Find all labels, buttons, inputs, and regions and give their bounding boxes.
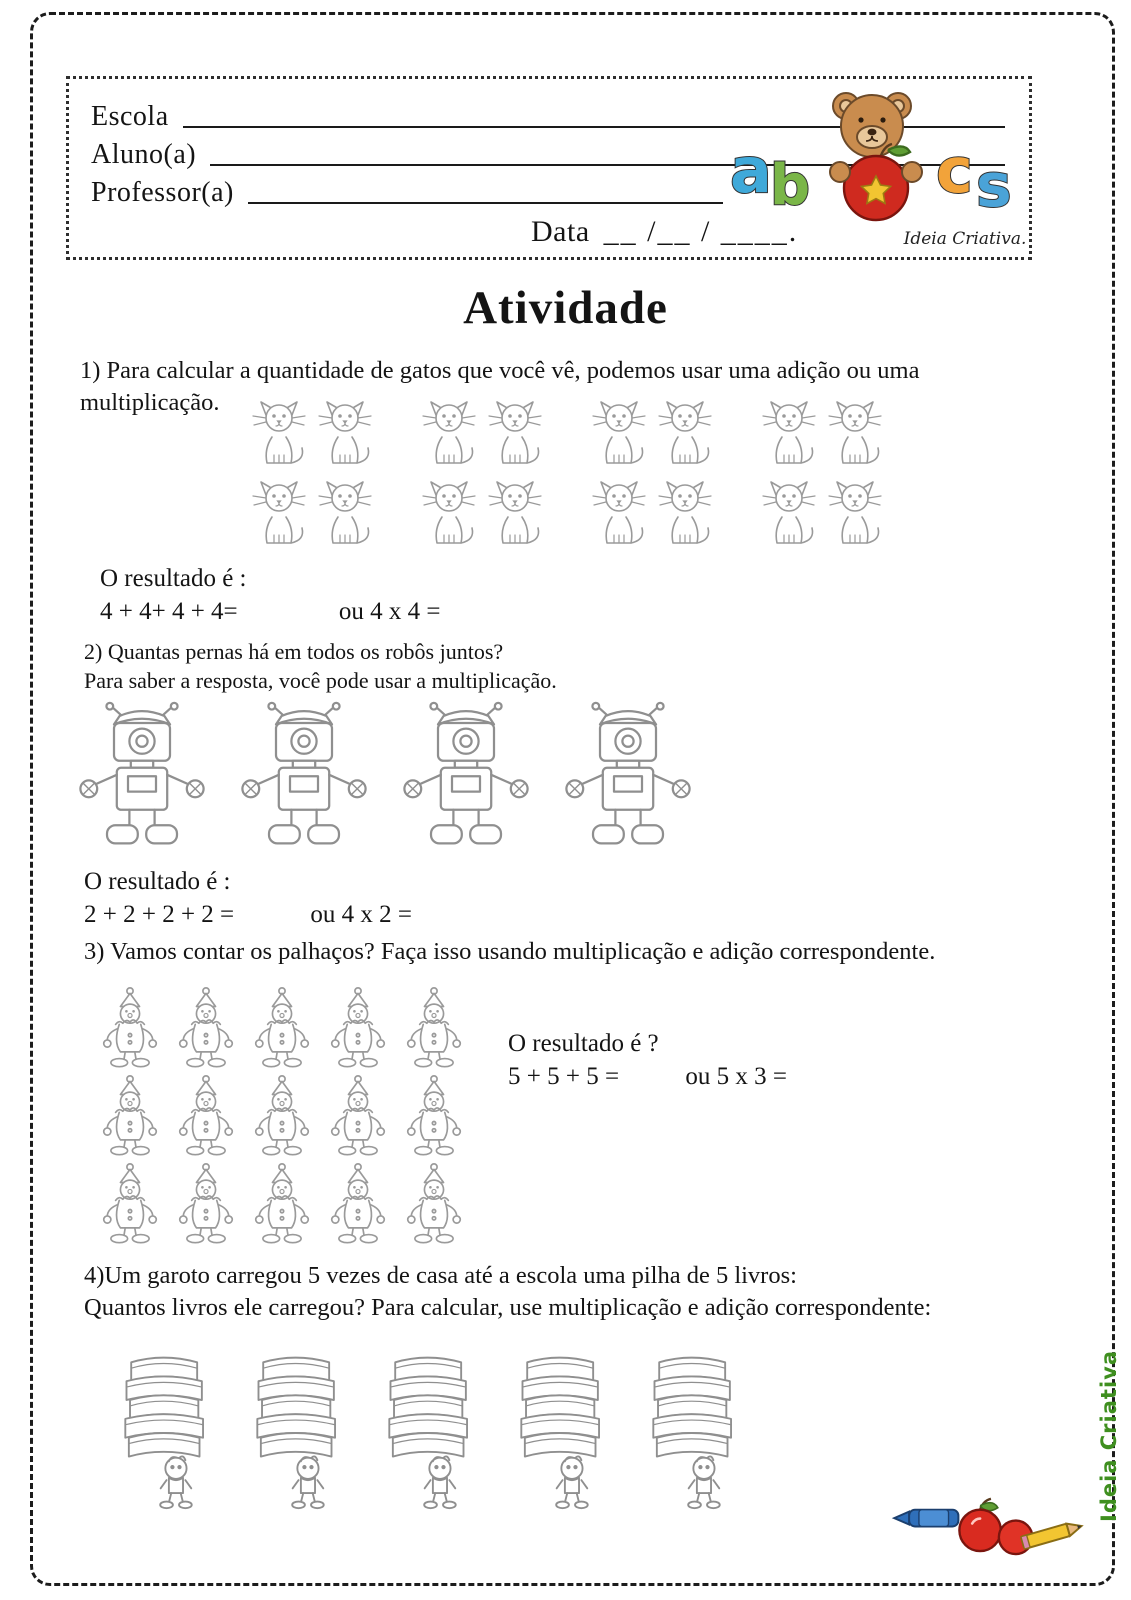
question-3-line1: 3) Vamos contar os palhaços? Faça isso usando multiplicação e adição correspondente. xyxy=(84,938,936,965)
clown-icon xyxy=(168,1161,244,1247)
question-2-result-label: O resultado é : xyxy=(84,868,231,895)
book-stack-icon xyxy=(374,1335,480,1531)
question-2-math xyxy=(84,899,412,932)
question-2-addition: 2 + 2 + 2 + 2 = xyxy=(84,900,235,928)
cat-icon xyxy=(314,398,376,472)
robot-icon xyxy=(558,700,698,858)
book-stack-icon xyxy=(242,1335,348,1531)
question-3-addition: 5 + 5 + 5 = xyxy=(508,1062,620,1090)
clown-icon xyxy=(396,985,472,1071)
question-3-text xyxy=(84,936,1044,968)
question-4-line1: 4)Um garoto carregou 5 vezes de casa até a escola uma pilha de 5 livros: xyxy=(84,1262,797,1289)
cat-group xyxy=(418,398,546,554)
question-3-multiplication: ou 5 x 3 = xyxy=(685,1062,787,1090)
cat-group xyxy=(588,398,716,554)
page-title: Atividade xyxy=(463,282,668,334)
cat-icon xyxy=(758,398,820,472)
svg-text:b: b xyxy=(770,153,811,218)
cats-illustration xyxy=(248,398,886,554)
clown-icon xyxy=(92,1073,168,1159)
robot-icon xyxy=(396,700,536,858)
clowns-illustration xyxy=(92,985,472,1249)
cat-icon xyxy=(484,478,546,552)
clown-icon xyxy=(168,985,244,1071)
clown-icon xyxy=(244,985,320,1071)
clown-icon xyxy=(244,1073,320,1159)
question-1-line1: 1) Para calcular a quantidade de gatos que você vê, podemos usar uma adição ou uma xyxy=(80,357,920,384)
robot-icon xyxy=(72,700,212,858)
question-2-line2: Para saber a resposta, você pode usar a multiplicação. xyxy=(84,667,557,693)
book-stack-icon xyxy=(506,1335,612,1531)
question-4-text xyxy=(84,1260,1044,1324)
question-4-line2: Quantos livros ele carregou? Para calcular, use multiplicação e adição correspondente: xyxy=(84,1293,932,1321)
book-stack-icon xyxy=(638,1335,744,1531)
book-stacks-illustration xyxy=(110,1335,744,1531)
cat-group xyxy=(248,398,376,554)
clown-icon xyxy=(92,985,168,1071)
svg-text:c: c xyxy=(936,134,973,207)
cat-icon xyxy=(588,398,650,472)
professor-label: Professor(a) xyxy=(91,177,234,208)
cat-icon xyxy=(824,478,886,552)
clown-icon xyxy=(396,1161,472,1247)
aluno-label: Aluno(a) xyxy=(91,139,197,170)
question-1-result-label: O resultado é : xyxy=(100,565,247,592)
cat-icon xyxy=(824,398,886,472)
cat-icon xyxy=(418,478,480,552)
question-3-math xyxy=(508,1061,787,1094)
brand-signature: Ideia Criativa. xyxy=(903,229,1027,249)
book-stack-icon xyxy=(110,1335,216,1531)
question-1-multiplication: ou 4 x 4 = xyxy=(338,597,441,625)
robot-icon xyxy=(234,700,374,858)
data-label: Data xyxy=(531,215,590,248)
crayon-apples-pencil-clipart xyxy=(888,1486,1088,1560)
question-2-text xyxy=(84,638,984,695)
question-1-math xyxy=(100,596,441,629)
cat-icon xyxy=(248,478,310,552)
question-1-addition: 4 + 4+ 4 + 4= xyxy=(100,597,238,625)
cat-icon xyxy=(314,478,376,552)
svg-text:a: a xyxy=(730,134,772,207)
clown-icon xyxy=(320,1073,396,1159)
clown-icon xyxy=(168,1073,244,1159)
teddy-bear-abc-clipart xyxy=(728,80,1036,230)
cat-icon xyxy=(588,478,650,552)
escola-label: Escola xyxy=(91,101,169,132)
question-1-result xyxy=(100,563,441,628)
clown-icon xyxy=(396,1073,472,1159)
clown-icon xyxy=(244,1161,320,1247)
cat-icon xyxy=(654,478,716,552)
brand-vertical-text: Ideia Criativa xyxy=(1097,1349,1121,1522)
question-3-result xyxy=(508,1028,787,1093)
cat-icon xyxy=(758,478,820,552)
cat-icon xyxy=(654,398,716,472)
question-2-result xyxy=(84,866,412,931)
clown-icon xyxy=(320,1161,396,1247)
professor-blank-line xyxy=(248,176,723,204)
clown-icon xyxy=(92,1161,168,1247)
cat-group xyxy=(758,398,886,554)
cat-icon xyxy=(484,398,546,472)
question-2-multiplication: ou 4 x 2 = xyxy=(310,900,413,928)
question-1-line2: multiplicação. xyxy=(80,388,220,416)
robots-illustration xyxy=(72,700,698,858)
question-2-line1: 2) Quantas pernas há em todos os robôs juntos? xyxy=(84,639,504,664)
question-3-result-label: O resultado é ? xyxy=(508,1030,659,1057)
cat-icon xyxy=(248,398,310,472)
svg-text:s: s xyxy=(976,151,1012,221)
clown-icon xyxy=(320,985,396,1071)
data-blank-slots: __ /__ / ____. xyxy=(603,215,799,248)
cat-icon xyxy=(418,398,480,472)
